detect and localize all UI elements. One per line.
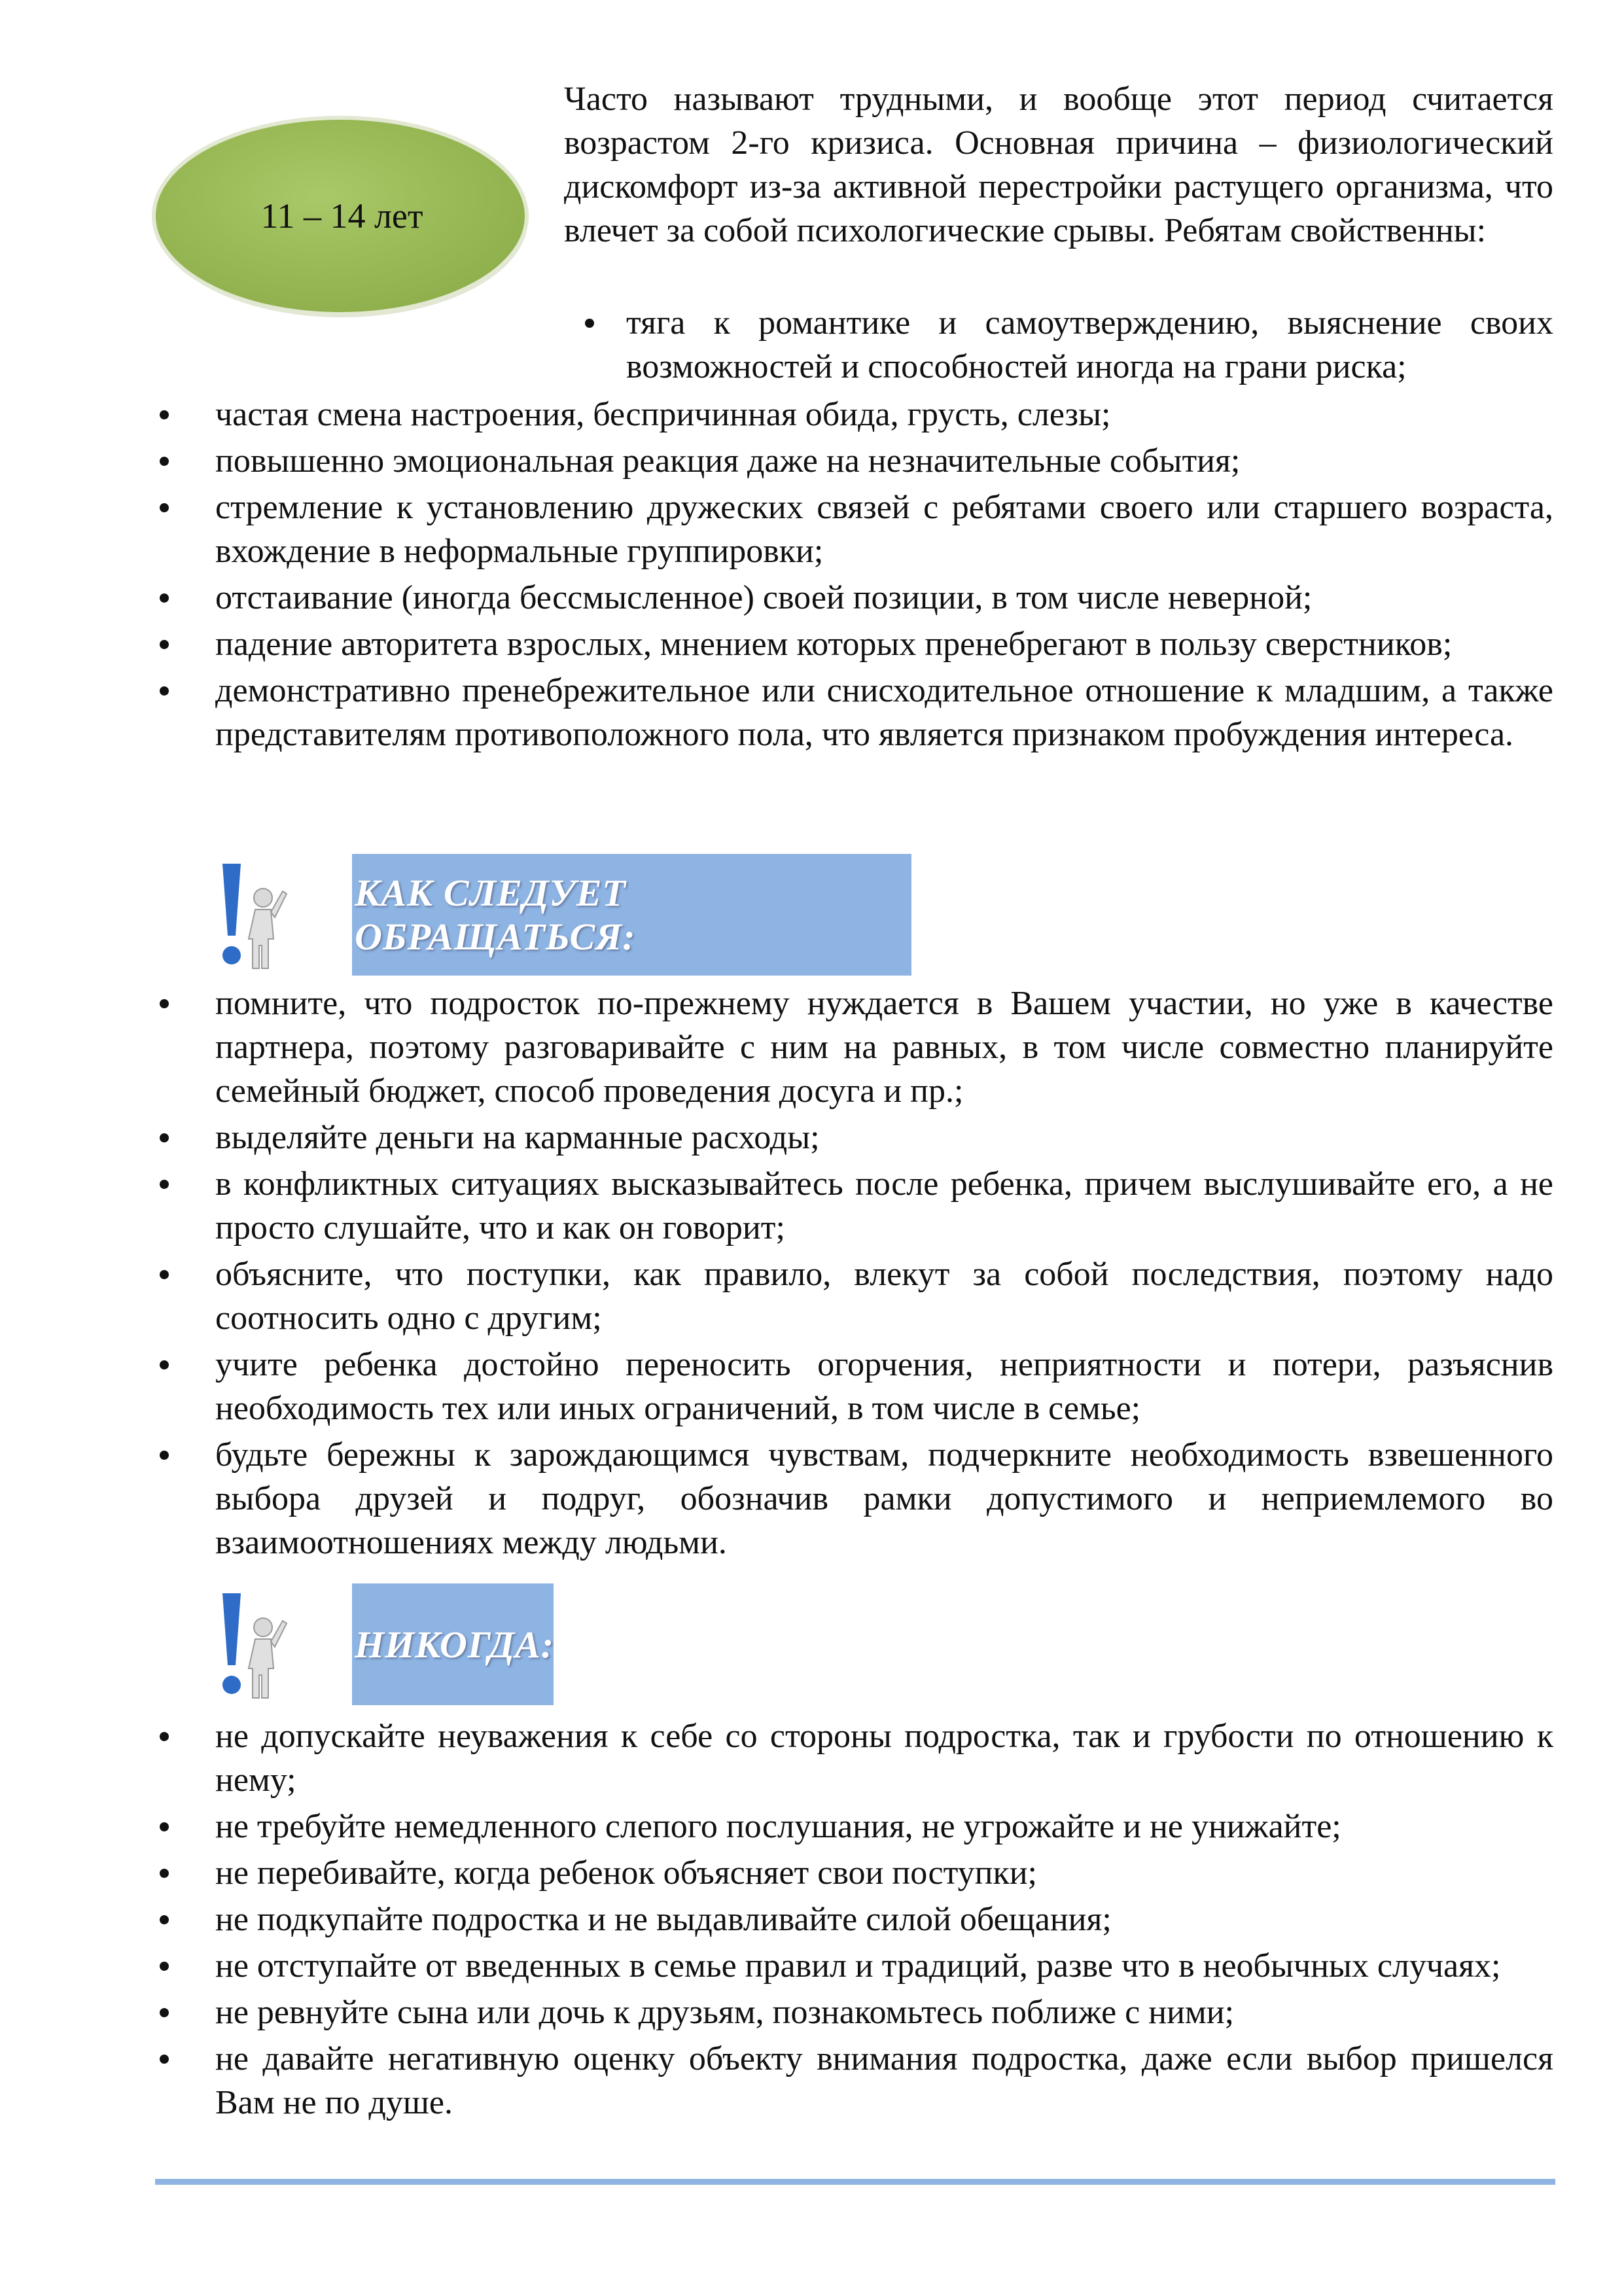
bullet-icon — [160, 410, 169, 419]
list-item-text: не требуйте немедленного слепого послушания, не угрожайте и не унижайте; — [215, 1808, 1341, 1845]
list-item — [157, 1898, 1553, 1941]
age-badge-label: 11 – 14 лет — [260, 196, 423, 236]
list-item — [157, 2037, 1553, 2125]
list-item — [564, 301, 1553, 389]
list-item-text: в конфликтных ситуациях высказывайтесь после ребенка, причем выслушивайте его, а не просто слушайте, что и как он говорит; — [215, 1165, 1553, 1246]
list-item-text: тяга к романтике и самоутверждению, выяснение своих возможностей и способностей иногда на грани риска; — [626, 304, 1553, 385]
bullet-icon — [160, 503, 169, 512]
section-heading-how-text: КАК СЛЕДУЕТ ОБРАЩАТЬСЯ: — [355, 872, 636, 958]
list-item-text: не подкупайте подростка и не выдавливайте силой обещания; — [215, 1901, 1112, 1938]
bullet-icon — [160, 1180, 169, 1189]
list-item — [157, 1162, 1553, 1250]
bullet-icon — [160, 593, 169, 603]
bullet-icon — [160, 1133, 169, 1142]
list-item-text: стремление к установлению дружеских связей с ребятами своего или старшего возраста, вхождение в неформальные группировки; — [215, 489, 1553, 570]
list-item — [157, 1252, 1553, 1340]
list-item — [157, 576, 1553, 620]
list-item-text: не перебивайте, когда ребенок объясняет свои поступки; — [215, 1854, 1037, 1892]
bullet-icon — [160, 1822, 169, 1831]
list-item-text: не отступайте от введенных в семье правил и традиций, разве что в необычных случаях; — [215, 1947, 1501, 1985]
age-badge — [147, 108, 537, 324]
bullet-icon — [160, 457, 169, 466]
bullet-icon — [160, 2055, 169, 2064]
list-item-text: повышенно эмоциональная реакция даже на незначительные события; — [215, 442, 1241, 480]
list-item-text: помните, что подросток по-прежнему нуждается в Вашем участии, но уже в качестве партнера, поэтому разговаривайте с ним на равных, в том числе совместно планируйте семейный бюджет, способ проведения досуга и пр.; — [215, 985, 1553, 1110]
list-item-text: не допускайте неуважения к себе со стороны подростка, так и грубости по отношению к нему; — [215, 1718, 1553, 1799]
list-item-text: частая смена настроения, беспричинная обида, грусть, слезы; — [215, 396, 1111, 433]
list-item-text: будьте бережны к зарождающимся чувствам, подчеркните необходимость взвешенного выбора друзей и подруг, обозначив рамки допустимого и неприемлемого во взаимоотношениях между людьми. — [215, 1436, 1553, 1561]
list-item — [157, 393, 1553, 436]
list-item — [157, 1343, 1553, 1430]
bullet-icon — [160, 2008, 169, 2017]
bullet-icon — [160, 686, 169, 696]
list-item-text: падение авторитета взрослых, мнением которых пренебрегают в пользу сверстников; — [215, 626, 1453, 663]
exclamation-person-icon — [209, 1587, 294, 1704]
list-item — [157, 1805, 1553, 1848]
bullet-icon — [160, 1962, 169, 1971]
list-item-text: выделяйте деньги на карманные расходы; — [215, 1119, 820, 1156]
list-item — [157, 1851, 1553, 1895]
traits-first-list — [564, 301, 1553, 391]
list-item-text: объясните, что поступки, как правило, влекут за собой последствия, поэтому надо соотносить одно с другим; — [215, 1256, 1553, 1337]
bullet-icon — [160, 1915, 169, 1924]
how-to-list — [157, 981, 1553, 1567]
bullet-icon — [160, 1270, 169, 1279]
list-item — [157, 439, 1553, 483]
list-item — [157, 486, 1553, 573]
list-item — [157, 1944, 1553, 1988]
list-item-text: отстаивание (иногда бессмысленное) своей позиции, в том числе неверной; — [215, 579, 1313, 616]
list-item-text: не ревнуйте сына или дочь к друзьям, познакомьтесь поближе с ними; — [215, 1994, 1235, 2031]
footer-divider — [155, 2179, 1555, 2185]
list-item-text: демонстративно пренебрежительное или снисходительное отношение к младшим, а также представителям противоположного пола, что является признаком пробуждения интереса. — [215, 672, 1553, 753]
bullet-icon — [160, 1869, 169, 1878]
bullet-icon — [160, 1360, 169, 1369]
list-item — [157, 1714, 1553, 1802]
list-item — [157, 1116, 1553, 1159]
section-heading-how — [352, 854, 911, 976]
traits-list — [157, 393, 1553, 759]
bullet-icon — [160, 1451, 169, 1460]
section-heading-never — [352, 1583, 554, 1705]
list-item-text: учите ребенка достойно переносить огорчения, неприятности и потери, разъяснив необходимость тех или иных ограничений, в том числе в семье; — [215, 1346, 1553, 1427]
section-heading-never-text: НИКОГДА: — [355, 1623, 555, 1666]
list-item — [157, 1990, 1553, 2034]
never-list — [157, 1714, 1553, 2127]
list-item — [157, 1433, 1553, 1564]
intro-paragraph: Часто называют трудными, и вообще этот период считается возрастом 2-го кризиса. Основная причина – физиологический дискомфорт из-за активной перестройки растущего организма, что влечет за собой психологические срывы. Ребятам свойственны: — [564, 80, 1553, 249]
bullet-icon — [160, 999, 169, 1008]
exclamation-person-icon — [209, 857, 294, 975]
bullet-icon — [160, 640, 169, 649]
bullet-icon — [160, 1732, 169, 1741]
list-item — [157, 669, 1553, 756]
list-item — [157, 622, 1553, 666]
list-item — [157, 981, 1553, 1113]
list-item-text: не давайте негативную оценку объекту внимания подростка, даже если выбор пришелся Вам не по душе. — [215, 2040, 1553, 2121]
